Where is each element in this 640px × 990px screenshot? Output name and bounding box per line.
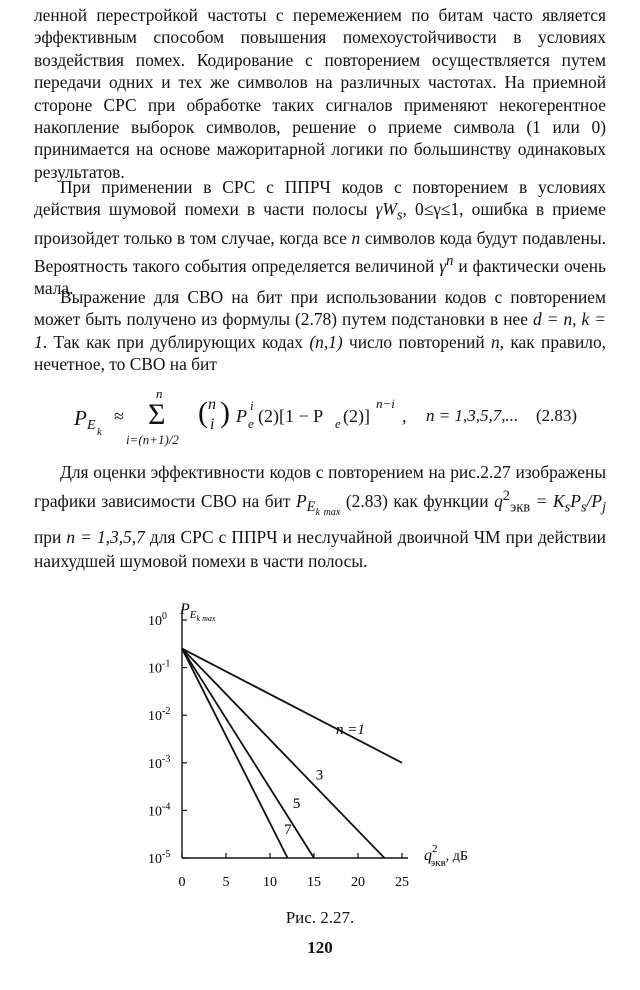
x-tick-label: 25 xyxy=(395,875,409,890)
x-tick-label: 5 xyxy=(222,875,230,890)
p4-text-c: при xyxy=(34,527,67,548)
p4-ekv: экв xyxy=(510,499,531,516)
equation-2-83 xyxy=(70,386,610,452)
formula-number: (2.83) xyxy=(536,406,578,425)
p4-text-a: Для оценки эффективности кодов с повторением на рис.2.27 изображены графики зависимости СВО на бит xyxy=(34,462,606,511)
formula-arg: (2)[1 − P xyxy=(258,406,324,426)
p2-text-d: и фактически очень мала. xyxy=(34,255,606,298)
y-tick-label: $10^{-4}$ xyxy=(148,801,171,820)
p2-text-a: При применении в СРС с ППРЧ кодов с повторением в условиях действия шумовой помехи в части полосы xyxy=(34,177,606,220)
paragraph-1-text: ленной перестройкой частоты с перемежением по битам часто является эффективным способом повышения помехоустойчивости в условиях воздействия помех. Кодирование с повторением осуществляется путем передачи одних и тех же символов на различных частотах. На приемной стороне СРС при обработке таких сигналов применяют некогерентное накопление выборок символов, решение о приеме символа (1 или 0) принимается на основе мажоритарной логики по большинству одинаковых результатов. xyxy=(34,5,606,182)
figure-caption: Рис. 2.27. xyxy=(285,908,355,927)
page-number: 120 xyxy=(307,938,333,957)
y-tick-label: $10^{-1}$ xyxy=(148,658,171,677)
p4-kmax: k max xyxy=(315,507,341,519)
binom-close-paren: ) xyxy=(220,396,230,429)
p3-text-c: число повторений xyxy=(342,331,491,352)
paragraph-4 xyxy=(34,460,606,573)
p4-q-sup: 2 xyxy=(502,488,511,504)
y-tick-label: $10^{-5}$ xyxy=(148,849,171,867)
y-axis-label: $P_Ek$ max xyxy=(180,601,216,623)
p4-ps: P xyxy=(570,490,581,511)
p4-ps-sub: s xyxy=(580,499,587,516)
p2-s-sub: s xyxy=(396,207,403,224)
chart-axes xyxy=(182,610,408,858)
p4-text-d: для СРС с ППРЧ и неслучайной двоичной ЧМ при действии наихудшей шумовой помехи в части полосы. xyxy=(34,527,606,572)
formula-lhs-p: P xyxy=(74,406,87,430)
formula-comma: , xyxy=(402,406,407,426)
y-tick-label: $10^0$ xyxy=(148,611,167,629)
formula-exp: n−i xyxy=(376,396,395,411)
p3-n: n xyxy=(490,331,500,352)
formula-sum: Σ xyxy=(148,398,166,431)
formula-e2: e xyxy=(335,416,341,431)
formula-condition: n = 1,3,5,7,... xyxy=(426,406,519,425)
p4-pj-sub: j xyxy=(601,499,606,516)
y-tick-label: $10^{-2}$ xyxy=(148,706,171,725)
formula-pe-sub: e xyxy=(248,416,254,431)
paragraph-1 xyxy=(34,4,606,189)
series-label-1: n =1 xyxy=(336,722,365,739)
x-axis-label: $q^2$ экв, дБ xyxy=(424,843,468,869)
chart-series xyxy=(182,649,402,858)
series-label-2: 3 xyxy=(315,767,324,784)
series-line-1 xyxy=(182,649,402,763)
p4-e: E xyxy=(306,499,316,516)
chart-labels xyxy=(148,601,468,890)
p3-text-d: , как правило, нечетное, то СВО на бит xyxy=(34,331,606,375)
p2-gamma: γ xyxy=(439,255,447,276)
p2-gamma-exp: n xyxy=(446,252,454,269)
series-label-3: 5 xyxy=(292,796,301,813)
p4-eq-k: = K xyxy=(530,490,565,511)
x-tick-label: 15 xyxy=(307,875,321,890)
p2-text-c: символов кода будут подавлены. Вероятность такого события определяется величиной xyxy=(34,228,606,276)
paragraph-3 xyxy=(34,286,606,382)
p2-inequality: , 0≤γ≤1, xyxy=(402,199,464,220)
formula-pe: P xyxy=(236,406,247,426)
x-tick-label: 0 xyxy=(178,875,186,890)
p3-text-b: . Так как при дублирующих кодах xyxy=(42,331,310,352)
formula-lhs-e: E xyxy=(87,418,96,433)
p4-pj: /P xyxy=(586,490,602,511)
formula-approx: ≈ xyxy=(114,406,124,426)
p4-p: P xyxy=(296,490,307,511)
series-label-4: 7 xyxy=(284,822,292,839)
formula-arg2: (2)] xyxy=(343,406,370,426)
p2-text-b: ошибка в приеме произойдет только в том случае, когда все xyxy=(34,199,606,249)
formula-pe-sup: i xyxy=(250,398,254,413)
formula-sum-top: n xyxy=(156,386,163,401)
p3-code: (n,1) xyxy=(309,331,343,352)
formula-binom-bottom: i xyxy=(210,416,215,433)
p4-nvals: n = 1,3,5,7 xyxy=(66,527,145,548)
formula-binom-top: n xyxy=(208,396,216,413)
series-line-4 xyxy=(182,649,288,858)
p2-n: n xyxy=(351,228,361,249)
p4-text-b: (2.83) как функции xyxy=(340,490,495,511)
figure-2-27-chart xyxy=(140,596,480,916)
p4-k-sub: s xyxy=(564,499,571,516)
p3-substitution: d = n, k = 1 xyxy=(34,309,606,352)
p4-q: q xyxy=(494,490,503,511)
x-tick-label: 10 xyxy=(263,875,277,890)
y-tick-label: $10^{-3}$ xyxy=(148,753,171,772)
p3-text-a: Выражение для СВО на бит при использовании кодов с повторением может быть получено из формулы (2.78) путем подстановки в нее xyxy=(34,287,606,330)
formula-sum-bottom: i=(n+1)/2 xyxy=(126,432,179,447)
x-tick-label: 20 xyxy=(351,875,365,890)
formula-lhs-k: k xyxy=(97,426,102,438)
p2-gamma-w: γW xyxy=(375,199,397,220)
series-line-3 xyxy=(182,649,314,858)
binom-open-paren: ( xyxy=(198,396,208,429)
